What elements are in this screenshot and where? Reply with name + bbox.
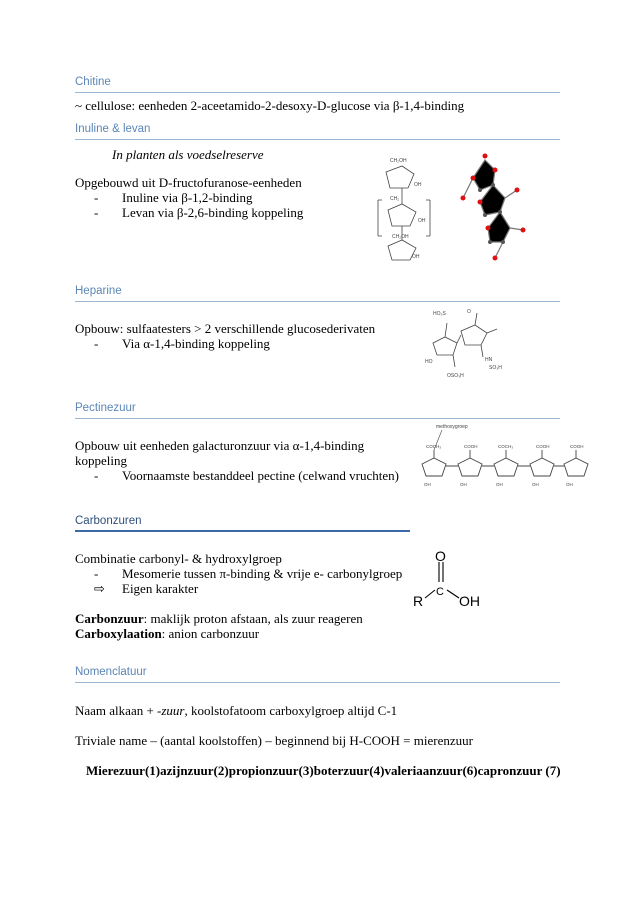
carboxyl-structure-image	[405, 548, 495, 613]
definition-carbonzuur	[75, 611, 363, 626]
definition-text: : maklijk proton afstaan, als zuur reageren	[143, 611, 363, 626]
list-item-text: Inuline via β-1,2-binding	[122, 190, 253, 205]
list-item-text: Voornaamste bestanddeel pectine (celwand vruchten)	[122, 468, 399, 483]
definition-carboxylaation	[75, 626, 259, 641]
text-part: Naam alkaan +	[75, 703, 158, 718]
section-heading-carbonzuren: Carbonzuren	[75, 515, 142, 527]
section-heading-nomenclatuur: Nomenclatuur	[75, 666, 147, 678]
svg-text:OH: OH	[424, 482, 431, 487]
svg-text:OH: OH	[532, 482, 539, 487]
definition-text: : anion carbonzuur	[161, 626, 260, 641]
inuline-intro: Opgebouwd uit D-fructofuranose-eenheden	[75, 175, 302, 190]
nomenclatuur-rule-text	[75, 703, 397, 718]
pectine-figure-label: methoxygroep	[436, 424, 468, 430]
svg-text:CH₂OH: CH₂OH	[392, 234, 409, 240]
svg-text:HO: HO	[425, 359, 433, 365]
svg-text:HN: HN	[485, 357, 493, 363]
section-heading-inuline: Inuline & levan	[75, 123, 151, 135]
list-item	[94, 468, 399, 483]
svg-text:OH: OH	[414, 182, 422, 188]
svg-text:OH: OH	[566, 482, 573, 487]
definition-term: Carboxylaation	[75, 626, 162, 641]
inuline-subtitle: In planten als voedselreserve	[112, 147, 264, 162]
bullet-dash-icon: -	[94, 468, 99, 483]
list-item-text: Mesomerie tussen π-binding & vrije e- carbonylgroep	[122, 566, 403, 581]
svg-text:OH: OH	[412, 254, 420, 260]
bullet-dash-icon: -	[94, 205, 99, 220]
list-item	[94, 205, 303, 220]
carbonzuren-intro: Combinatie carbonyl- & hydroxylgroep	[75, 551, 282, 566]
heading-rule	[75, 682, 560, 683]
list-item-text: Eigen karakter	[122, 581, 199, 596]
heparine-structure-image	[425, 305, 505, 380]
inuline-structure-image	[368, 150, 444, 265]
structure-oh: OH	[459, 593, 480, 609]
structure-r: R	[413, 593, 424, 609]
section-heading-pectinezuur: Pectinezuur	[75, 402, 136, 414]
text-part: , koolstofatoom carboxylgroep altijd C-1	[184, 703, 398, 718]
svg-text:O: O	[467, 309, 471, 315]
bullet-dash-icon: -	[94, 190, 99, 205]
heparine-intro: Opbouw: sulfaatesters > 2 verschillende glucosederivaten	[75, 321, 376, 336]
definition-term: Carbonzuur	[75, 611, 144, 626]
svg-text:OH: OH	[460, 482, 467, 487]
svg-text:COCH₃: COCH₃	[498, 444, 514, 449]
acid-names-list: Mierezuur(1)azijnzuur(2)propionzuur(3)boterzuur(4)valeriaanzuur(6)capronzuur (7)	[86, 763, 561, 778]
list-item	[94, 336, 270, 351]
heading-rule	[75, 418, 560, 419]
heading-rule	[75, 530, 410, 532]
fructan-3d-structure-image	[455, 150, 530, 268]
structure-carbon: C	[436, 586, 444, 598]
structure-oxygen: O	[435, 548, 446, 564]
chitine-text: ~ cellulose: eenheden 2-aceetamido-2-desoxy-D-glucose via β-1,4-binding	[75, 98, 465, 113]
nomenclatuur-trivial-text: Triviale name – (aantal koolstoffen) – beginnend bij H-COOH = mierenzuur	[75, 733, 473, 748]
svg-text:SO₃H: SO₃H	[489, 365, 502, 371]
pectinezuur-intro-cont: koppeling	[75, 453, 127, 468]
pectinezuur-intro: Opbouw uit eenheden galacturonzuur via α-1,4-binding	[75, 438, 365, 453]
svg-text:COOH: COOH	[536, 444, 550, 449]
heading-rule	[75, 92, 560, 93]
section-heading-chitine: Chitine	[75, 76, 111, 88]
arrow-right-icon: ⇨	[94, 581, 105, 596]
list-item-text: Levan via β-2,6-binding koppeling	[122, 205, 304, 220]
list-item	[94, 190, 252, 205]
svg-text:HO₃S: HO₃S	[433, 311, 446, 317]
list-item	[94, 566, 402, 581]
svg-text:COCH₃: COCH₃	[426, 444, 442, 449]
list-item	[94, 581, 198, 596]
list-item-text: Via α-1,4-binding koppeling	[122, 336, 270, 351]
svg-text:OH: OH	[418, 218, 426, 224]
heading-rule	[75, 139, 560, 140]
svg-text:COOH: COOH	[464, 444, 478, 449]
heading-rule	[75, 301, 560, 302]
pectine-structure-image	[412, 420, 592, 495]
svg-text:CH₂OH: CH₂OH	[390, 158, 407, 164]
section-heading-heparine: Heparine	[75, 285, 122, 297]
svg-text:COOH: COOH	[570, 444, 584, 449]
svg-text:OH: OH	[496, 482, 503, 487]
bullet-dash-icon: -	[94, 566, 99, 581]
bullet-dash-icon: -	[94, 336, 99, 351]
suffix-text: -zuur	[157, 703, 185, 718]
svg-text:CH₂: CH₂	[390, 196, 400, 202]
svg-text:OSO₃H: OSO₃H	[447, 373, 464, 379]
